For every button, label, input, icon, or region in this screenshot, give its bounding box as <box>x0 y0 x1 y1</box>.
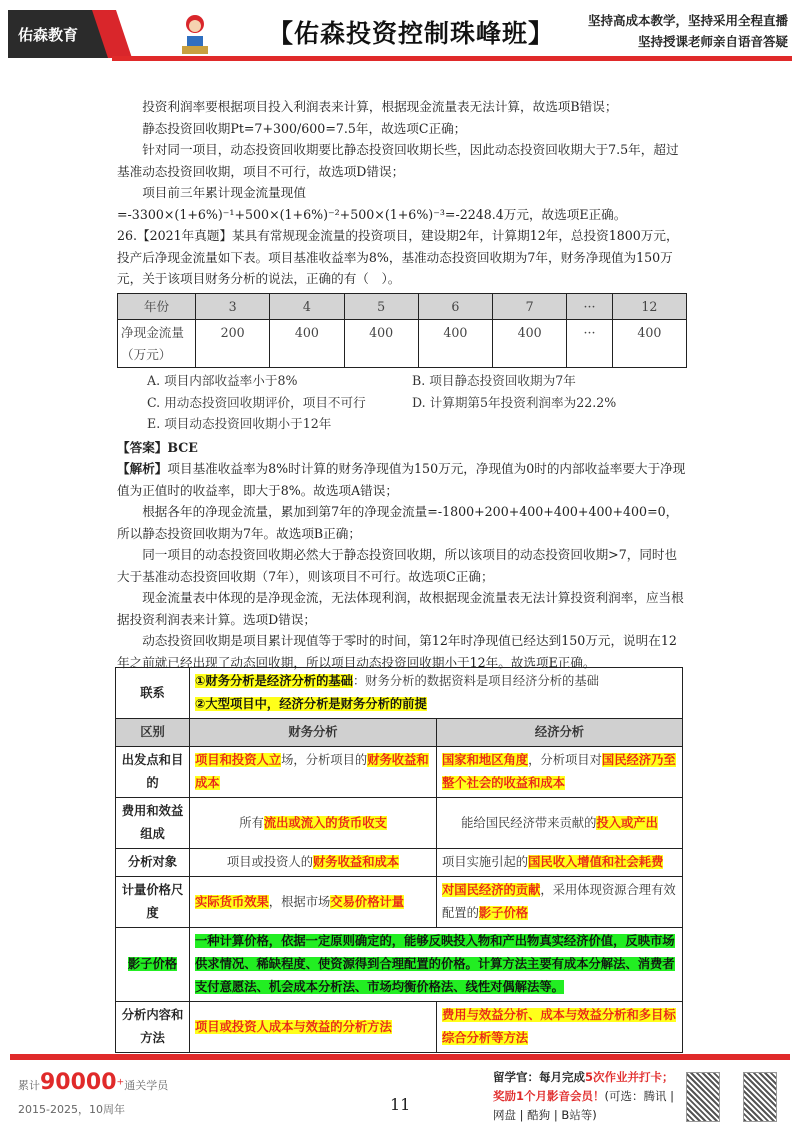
table-row <box>116 668 683 719</box>
table-row <box>116 928 683 1002</box>
highlight-text: 项目或投资人成本与效益的分析方法 <box>195 1019 392 1034</box>
highlight-text: 交易价格计量 <box>330 894 405 909</box>
table-row <box>116 849 683 877</box>
row-label: 联系 <box>116 668 190 719</box>
cell-text: 所有 <box>239 815 264 830</box>
highlight-text: 影子价格 <box>127 957 178 971</box>
options <box>117 370 687 435</box>
analysis-label: 【解析】 <box>117 461 168 476</box>
cell-text: ，分析项目对 <box>528 753 602 767</box>
row-label: 分析内容和方法 <box>116 1002 190 1053</box>
option-d: D. 计算期第5年投资利润率为22.2% <box>412 394 617 410</box>
qr-code-icon <box>743 1072 777 1122</box>
qr-code-icon <box>686 1072 720 1122</box>
brand-logo <box>8 10 108 58</box>
table-cell <box>437 877 683 928</box>
row-label: 区别 <box>116 719 190 747</box>
table-cell: 4 <box>270 293 344 320</box>
row-label: 分析对象 <box>116 849 190 877</box>
column-header: 经济分析 <box>437 719 683 747</box>
cell-text: 能给国民经济带来贡献的 <box>461 815 597 830</box>
column-header: 财务分析 <box>190 719 437 747</box>
cell-text: ：财务分析的数据资料是项目经济分析的基础 <box>352 674 599 688</box>
student-count: 90000 <box>40 1070 117 1095</box>
table-row <box>116 1002 683 1053</box>
table-cell <box>190 849 437 877</box>
highlight-text: ①财务分析是经济分析的基础 <box>195 674 353 688</box>
table-cell <box>190 928 683 1002</box>
cashflow-table <box>117 293 687 369</box>
question-stem: 26.【2021年真题】某具有常规现金流量的投资项目，建设期2年，计算期12年，总投资1800万元，投产后净现金流量如下表。项目基准收益率为8%，基准动态投资回收期为7年，财务净现值为150万元，关于该项目财务分析的说法，正确的有（ ）。 <box>117 228 679 286</box>
highlight-text: 财务收益和成本 <box>195 753 429 790</box>
table-cell: 年份 <box>118 293 196 320</box>
answer: 【答案】BCE <box>117 439 198 455</box>
table-cell: 7 <box>493 293 567 320</box>
page-header <box>0 0 800 66</box>
mascot-icon <box>178 12 212 56</box>
table-cell <box>437 849 683 877</box>
table-row <box>116 877 683 928</box>
analysis-paragraph: 现金流量表中体现的是净现金流，无法体现利润，故根据现金流量表无法计算投资利润率，应当根据投资利润表来计算。选项D错误； <box>117 590 684 627</box>
table-cell: 400 <box>493 320 567 368</box>
course-title: 【佑森投资控制珠峰班】 <box>268 19 555 48</box>
table-cell: 400 <box>270 320 344 368</box>
table-cell: 净现金流量（万元） <box>118 320 196 368</box>
table-cell: 3 <box>196 293 270 320</box>
row-label: 计量价格尺度 <box>116 877 190 928</box>
highlight-text: 项目和投资人立 <box>195 753 282 767</box>
row-label: 费用和效益组成 <box>116 798 190 849</box>
table-header-row <box>118 293 687 320</box>
count-prefix: 累计 <box>18 1079 40 1092</box>
highlight-text: ②大型项目中，经济分析是财务分析的前提 <box>195 697 427 711</box>
table-cell <box>437 798 683 849</box>
promo-highlight: 奖励1个月影音会员！ <box>493 1089 605 1103</box>
highlight-text: 对国民经济的贡献 <box>442 883 541 897</box>
cell-text: 场，分析项目的 <box>281 753 368 767</box>
row-label <box>116 928 190 1002</box>
table-cell <box>190 668 683 719</box>
slogan-line: 坚持授课老师亲自语音答疑 <box>637 34 788 49</box>
analysis-paragraph: 动态投资回收期是项目累计现值等于零时的时间，第12年时净现值已经达到150万元，说明在12年之前就已经出现了动态回收期，所以项目动态投资回收期小于12年。故选项E正确。 <box>117 633 677 670</box>
table-header-row <box>116 719 683 747</box>
row-label: 出发点和目的 <box>116 747 190 798</box>
table-cell <box>437 1002 683 1053</box>
table-cell <box>190 747 437 798</box>
highlight-text: 国家和地区角度 <box>442 753 529 767</box>
table-cell: 12 <box>612 293 686 320</box>
slogan <box>588 10 788 52</box>
promo-text: (可选：腾讯 | 网盘 | 酷狗 | B站等) <box>493 1089 675 1122</box>
analysis-paragraph: 根据各年的净现金流量，累加到第7年的净现金流量=-1800+200+400+400+400+400=0，所以静态投资回收期为7年。故选项B正确； <box>117 504 679 541</box>
comparison-table <box>115 667 683 1053</box>
footer-divider <box>10 1054 790 1060</box>
table-cell: 400 <box>344 320 418 368</box>
cell-text: 项目或投资人的 <box>226 855 313 869</box>
table-cell: 5 <box>344 293 418 320</box>
table-cell: 400 <box>612 320 686 368</box>
analysis-text: 项目基准收益率为8%时计算的财务净现值为150万元，净现值为0时的内部收益率要大于净现值为正值时的收益率，即大于8%。故选项A错误； <box>117 461 686 498</box>
option-c: C. 用动态投资回收期评价，项目不可行 <box>147 394 366 410</box>
cell-text: ，采用体现资源合理有效配置的 <box>442 883 676 920</box>
highlight-text: 一种计算价格，依据一定原则确定的，能够反映投入物和产出物真实经济价值，反映市场供求情况、稀缺程度、使资源得到合理配置的价格。计算方法主要有成本分解法、消费者支付意愿法、机会成本分析法、市场均衡价格法、线性对偶解法等。 <box>195 934 675 994</box>
footer-stats: 累计90000+通关学员 2015-2025，10周年 <box>18 1070 169 1116</box>
highlight-text: 实际货币效果 <box>195 894 269 909</box>
table-row <box>118 320 687 368</box>
table-row <box>116 747 683 798</box>
analysis-paragraph: 同一项目的动态投资回收期必然大于静态投资回收期，所以该项目的动态投资回收期>7，同时也大于基准动态投资回收期（7年），则该项目不可行。故选项C正确； <box>117 547 678 584</box>
highlight-text: 国民经济乃至整个社会的收益和成本 <box>442 753 676 790</box>
highlight-text: 流出或流入的货币收支 <box>263 815 387 830</box>
table-cell: 6 <box>418 293 492 320</box>
paragraph: 针对同一项目，动态投资回收期要比静态投资回收期长些，因此动态投资回收期大于7.5年，超过基准动态投资回收期，项目不可行，故选项D错误； <box>117 142 679 179</box>
table-cell: 200 <box>196 320 270 368</box>
table-cell: 400 <box>418 320 492 368</box>
slogan-line: 坚持高成本教学，坚持采用全程直播 <box>587 13 788 28</box>
count-suffix: 通关学员 <box>124 1079 169 1092</box>
table-cell: ··· <box>567 293 612 320</box>
page-number: 11 <box>390 1095 411 1114</box>
table-cell <box>190 877 437 928</box>
paragraph: 投资利润率要根据项目投入利润表来计算，根据现金流量表无法计算，故选项B错误； <box>142 99 618 114</box>
option-b: B. 项目静态投资回收期为7年 <box>412 373 576 388</box>
option-a: A. 项目内部收益率小于8% <box>147 373 298 388</box>
table-cell <box>190 798 437 849</box>
option-e: E. 项目动态投资回收期小于12年 <box>147 416 332 431</box>
highlight-text: 国民收入增值和社会耗费 <box>528 855 664 869</box>
anniversary-text: 2015-2025，10周年 <box>18 1103 125 1116</box>
paragraph: 项目前三年累计现金流量现值=-3300×(1+6%)⁻¹+500×(1+6%)⁻²+500×(1+6%)⁻³=-2248.4万元，故选项E正确。 <box>117 185 627 222</box>
promo-highlight: 5次作业并打卡； <box>585 1070 674 1084</box>
cell-text: ，根据市场 <box>268 894 331 909</box>
table-cell: ··· <box>567 320 612 368</box>
highlight-text: 投入或产出 <box>596 815 658 830</box>
highlight-text: 财务收益和成本 <box>313 855 400 869</box>
logo-text: 佑森教育 <box>18 25 79 44</box>
promo-text: 留学官：每月完成 <box>493 1070 585 1084</box>
table-cell <box>190 1002 437 1053</box>
cell-text: 项目实施引起的 <box>442 855 529 869</box>
table-cell <box>437 747 683 798</box>
analysis-paragraph <box>117 458 687 501</box>
table-row <box>116 798 683 849</box>
highlight-text: 影子价格 <box>478 906 529 920</box>
paragraph: 静态投资回收期Pt=7+300/600=7.5年，故选项C正确； <box>142 120 467 136</box>
highlight-text: 费用与效益分析、成本与效益分析和多目标综合分析等方法 <box>442 1008 676 1045</box>
document-body <box>117 96 687 673</box>
header-divider <box>112 56 792 61</box>
footer-promo <box>493 1068 675 1125</box>
